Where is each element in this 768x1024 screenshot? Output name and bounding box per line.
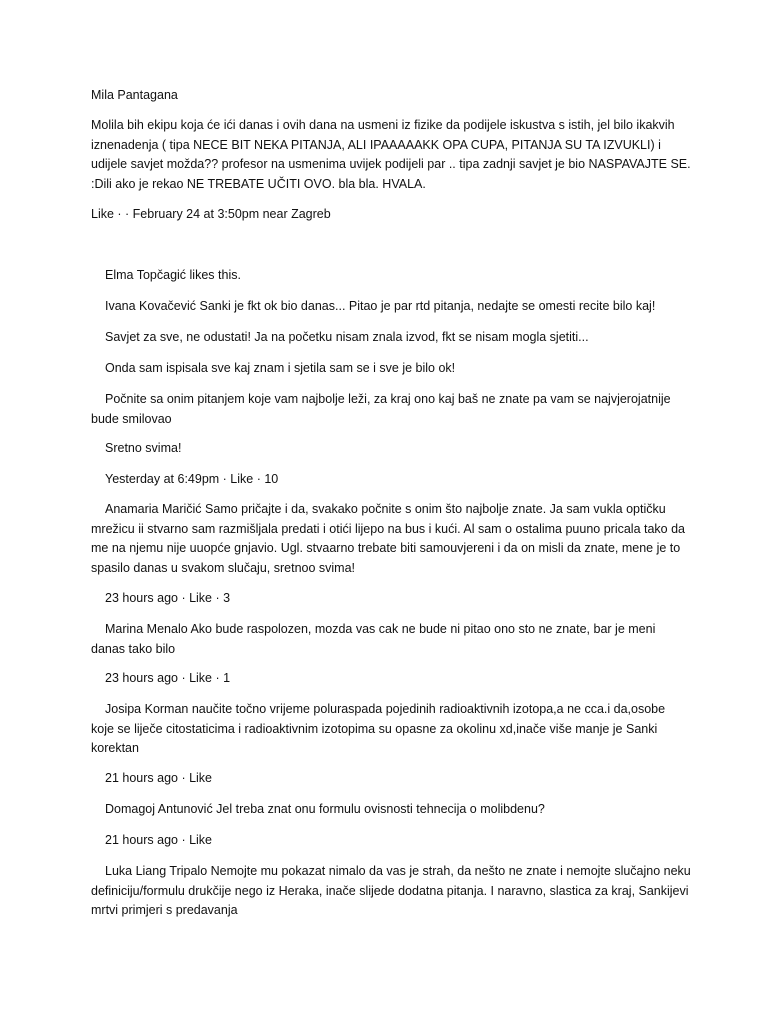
comment-paragraph: Savjet za sve, ne odustati! Ja na početku nisam znala izvod, fkt se nisam mogla sjetiti...: [105, 330, 589, 344]
comment-paragraph: Onda sam ispisala sve kaj znam i sjetila sam se i sve je bilo ok!: [105, 361, 456, 375]
comment-meta: 23 hours ago · Like · 3: [105, 591, 231, 605]
comment-meta: 21 hours ago · Like: [105, 833, 213, 847]
comment-paragraph: Domagoj Antunović Jel treba znat onu formulu ovisnosti tehnecija o molibdenu?: [105, 802, 545, 816]
comment-paragraph: Luka Liang Tripalo Nemojte mu pokazat nimalo da vas je strah, da nešto ne znate i nemojte slučajno neku definiciju/formulu drukčije nego iz Heraka, inače slijede dodatna pitanja. I naravno, slastica za kraj, Sankijevi mrtvi primjeri s predavanja: [91, 864, 691, 917]
comment-paragraph: Počnite sa onim pitanjem koje vam najbolje leži, za kraj ono kaj baš ne znate pa vam se najvjerojatnije bude smilovao: [91, 392, 671, 426]
likes-line: Elma Topčagić likes this.: [105, 268, 241, 282]
comment-meta: 21 hours ago · Like: [105, 771, 213, 785]
comment-paragraph: Marina Menalo Ako bude raspolozen, mozda vas cak ne bude ni pitao ono sto ne znate, bar je meni danas tako bilo: [91, 622, 656, 656]
comment-meta: Yesterday at 6:49pm · Like · 10: [105, 472, 279, 486]
comment-paragraph: Ivana Kovačević Sanki je fkt ok bio danas... Pitao je par rtd pitanja, nedajte se omesti recite bilo kaj!: [105, 299, 656, 313]
comment-meta: 23 hours ago · Like · 1: [105, 671, 231, 685]
post-meta: Like · · February 24 at 3:50pm near Zagreb: [91, 207, 331, 221]
comment-paragraph: Anamaria Maričić Samo pričajte i da, svakako počnite s onim što najbolje znate. Ja sam vukla optičku mrežicu ii stvarno sam razmišljala predati i otići lijepo na bus i kući. Al sam o ostalima puuno pricala tako da me na njemu nije uuopće gnjavio. Ugl. stvaarno trebate biti samouvjereni i da on misli da znate, mene je to spasilo danas u svakom slučaju, sretnoo svima!: [91, 502, 686, 575]
post-author: Mila Pantagana: [91, 88, 178, 102]
post-body: Molila bih ekipu koja će ići danas i ovih dana na usmeni iz fizike da podijele iskustva s istih, jel bilo ikakvih iznenadenja ( tipa NECE BIT NEKA PITANJA, ALI IPAAAAAKK OPA CUPA, PITANJA SU TA IZVUKLI) i udijele savjet možda?? profesor na usmenima uvijek podijeli par .. tipa zadnji savjet je bio NASPAVAJTE SE. :Dili ako je rekao NE TREBATE UČITI OVO. bla bla. HVALA.: [91, 118, 691, 191]
comment-paragraph: Josipa Korman naučite točno vrijeme poluraspada pojedinih radioaktivnih izotopa,a ne cca.i da,osobe koje se liječe citostaticima i radioaktivnim izotopima su opasne za okolinu xd,inače više manje je Sanki korektan: [91, 702, 666, 755]
comment-paragraph: Sretno svima!: [105, 441, 182, 455]
